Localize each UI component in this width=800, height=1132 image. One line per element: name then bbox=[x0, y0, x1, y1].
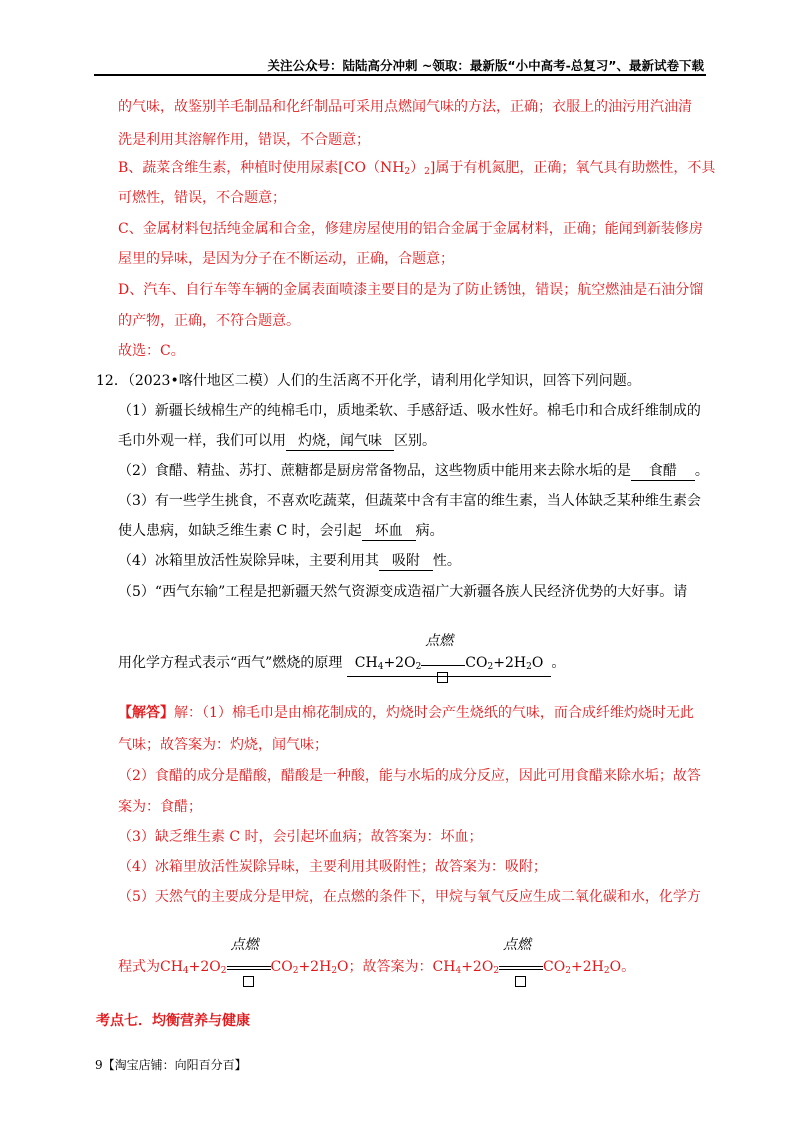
solution-line: （5）天然气的主要成分是甲烷，在点燃的条件下，甲烷与氧气反应生成二氧化碳和水，化学方 bbox=[118, 889, 701, 905]
page-header: 关注公众号：陆陆高分冲刺 ~领取：最新版“小中高考-总复习”、最新试卷下载 bbox=[267, 58, 704, 73]
reaction-condition: 点燃 bbox=[227, 958, 271, 976]
question-part-5: （5）“西气东输”工程是把新疆天然气资源变成造福广大新疆各族人民经济优势的大好事。请 bbox=[118, 584, 688, 600]
answer-option-b: B、蔬菜含维生素，种植时使用尿素$[CO(NH_2)_2]$属于有机氮肥，正确；氧气具有助燃性，不具 bbox=[118, 160, 716, 177]
solution-line-1: 【解答】解：（1）棉毛巾是由棉花制成的，灼烧时会产生烧纸的气味，而合成纤维灼烧时无此 bbox=[118, 705, 694, 721]
answer-choice: 故选：C。 bbox=[118, 343, 185, 359]
solution-equation-line: 程式为$CH_4+2O_2$ 点燃 $CO_2+2H_2O$；故答案为：$CH_4+2O_2$ 点燃 $CO_2+2H_2O$。 bbox=[118, 958, 635, 980]
solution-tag: 【解答】 bbox=[118, 705, 174, 721]
reaction-condition: 点燃 bbox=[499, 958, 543, 976]
question-stem: 12．（2023•喀什地区二模）人们的生活离不开化学，请利用化学知识，回答下列问题。 bbox=[96, 373, 641, 389]
question-part-1-cont: 毛巾外观一样，我们可以用 灼烧，闻气味 区别。 bbox=[118, 433, 436, 449]
question-part-4: （4）冰箱里放活性炭除异味，主要利用其 吸附 性。 bbox=[118, 553, 461, 569]
question-part-1: （1）新疆长绒棉生产的纯棉毛巾，质地柔软、手感舒适、吸水性好。棉毛巾和合成纤维制成的 bbox=[118, 403, 701, 419]
answer-line: 屋里的异味，是因为分子在不断运动，正确，合题意； bbox=[118, 251, 454, 267]
answer-blank: 吸附 bbox=[379, 552, 433, 571]
section-title: 考点七．均衡营养与健康 bbox=[96, 1013, 250, 1029]
condition-box-icon bbox=[243, 976, 254, 987]
answer-line: 洗是利用其溶解作用，错误，不合题意； bbox=[118, 132, 370, 148]
page-footer: 9【淘宝店铺：向阳百分百】 bbox=[95, 1058, 247, 1072]
answer-line: 的气味，故鉴别羊毛制品和化纤制品可采用点燃闻气味的方法，正确；衣服上的油污用汽油清 bbox=[118, 99, 692, 115]
answer-option-d: D、汽车、自行车等车辆的金属表面喷漆主要目的是为了防止锈蚀，错误；航空燃油是石油分馏 bbox=[118, 282, 704, 298]
condition-box-icon bbox=[515, 976, 526, 987]
answer-line: 的产物，正确，不符合题意。 bbox=[118, 313, 300, 329]
solution-line: （3）缺乏维生素 C 时，会引起坏血病；故答案为：坏血； bbox=[118, 829, 483, 845]
answer-blank: 灼烧，闻气味 bbox=[286, 432, 394, 451]
solution-line: （4）冰箱里放活性炭除异味，主要利用其吸附性；故答案为：吸附； bbox=[118, 859, 547, 875]
solution-line: 案为：食醋； bbox=[118, 799, 202, 815]
question-part-5-cont: 用化学方程式表示“西气”燃烧的原理 $CH_4+2O_2$ 点燃 $CO_2+2H_2O$。 bbox=[118, 654, 565, 677]
question-part-3-cont: 使人患病，如缺乏维生素 C 时，会引起 坏血 病。 bbox=[118, 523, 444, 539]
answer-blank: 食醋 bbox=[631, 462, 695, 481]
answer-blank: 坏血 bbox=[362, 522, 416, 541]
solution-line: （2）食醋的成分是醋酸，醋酸是一种酸，能与水垢的成分反应，因此可用食醋来除水垢；故答 bbox=[118, 768, 701, 784]
reaction-condition: 点燃 bbox=[421, 654, 465, 672]
condition-box-icon bbox=[437, 672, 448, 683]
header-rule bbox=[94, 74, 706, 76]
solution-line: 气味；故答案为：灼烧，闻气味； bbox=[118, 737, 328, 753]
answer-line: 可燃性，错误，不合题意； bbox=[118, 190, 286, 206]
equation-blank: $CH_4+2O_2$ 点燃 $CO_2+2H_2O$ bbox=[347, 654, 552, 677]
question-part-3: （3）有一些学生挑食，不喜欢吃蔬菜，但蔬菜中含有丰富的维生素，当人体缺乏某种维生素会 bbox=[118, 493, 701, 509]
answer-option-c: C、金属材料包括纯金属和合金，修建房屋使用的铝合金属于金属材料，正确；能闻到新装修房 bbox=[118, 221, 703, 237]
question-part-2: （2）食醋、精盐、苏打、蔗糖都是厨房常备物品，这些物质中能用来去除水垢的是 食醋 。 bbox=[118, 463, 709, 479]
